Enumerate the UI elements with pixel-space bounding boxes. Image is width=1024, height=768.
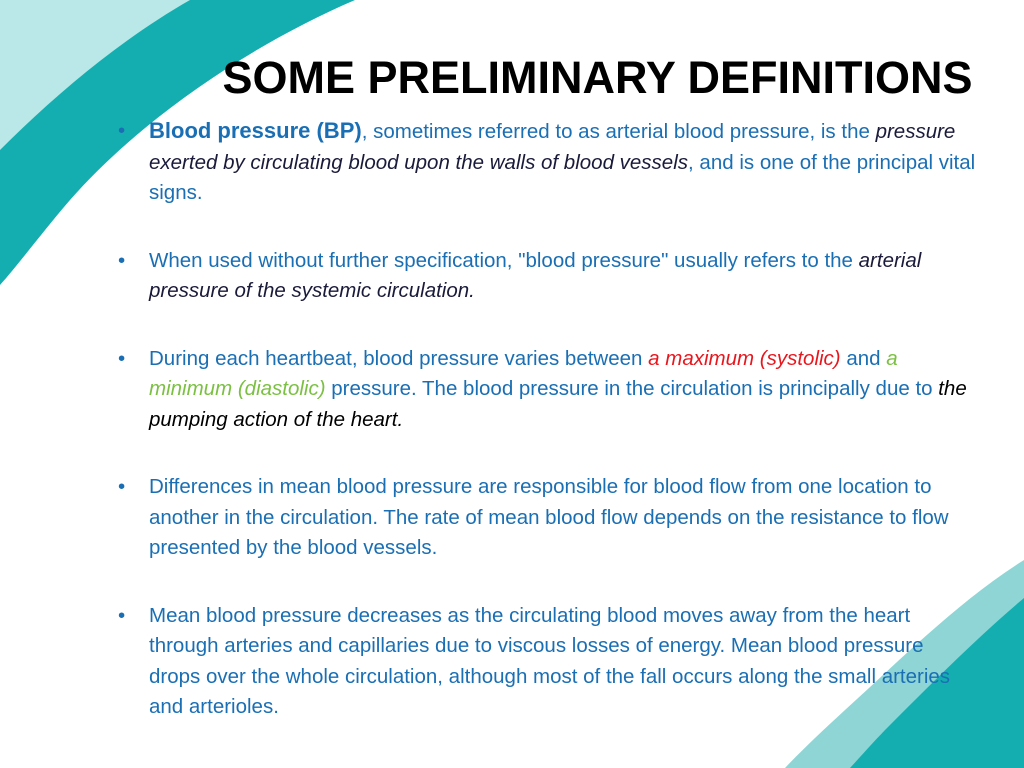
bullet-text: Mean blood pressure decreases as the circulating blood moves away from the heart through arteries and capillaries due to viscous losses of energy. Mean blood pressure drops over the whole circulation, although most of the fall occurs along the small arteries and arterioles. bbox=[149, 603, 951, 718]
emphasis-text: the pumping action of the heart. bbox=[149, 377, 967, 431]
emphasis-maximum-systolic: a maximum (systolic) bbox=[648, 346, 841, 370]
bullet-text-part: During each heartbeat, blood pressure varies between bbox=[149, 346, 649, 370]
emphasis-text: arterial pressure of the systemic circulation. bbox=[149, 248, 922, 302]
slide-body bbox=[118, 116, 978, 723]
bullet-text-part: , and is one of the principal vital signs. bbox=[149, 150, 976, 204]
bullet-arterial-pressure bbox=[118, 246, 978, 307]
term-blood-pressure: Blood pressure (BP) bbox=[149, 118, 362, 143]
emphasis-text: pressure exerted by circulating blood upon the walls of blood vessels bbox=[149, 120, 956, 174]
bullet-blood-pressure-definition bbox=[118, 116, 978, 209]
bullet-icon: • bbox=[118, 603, 126, 627]
bullet-text-part: pressure. The blood pressure in the circulation is principally due to bbox=[325, 377, 939, 400]
bullet-icon: • bbox=[118, 248, 126, 272]
bullet-text-part: and bbox=[840, 346, 887, 370]
bullet-text-part: , sometimes referred to as arterial blood pressure, is the bbox=[361, 120, 876, 143]
slide-title: SOME PRELIMINARY DEFINITIONS bbox=[222, 52, 973, 103]
bullet-text-part: When used without further specification, "blood pressure" usually refers to the bbox=[149, 248, 859, 272]
bullet-icon: • bbox=[118, 475, 126, 498]
bullet-text: Differences in mean blood pressure are responsible for blood flow from one location to another in the circulation. The rate of mean blood flow depends on the resistance to flow presented by the blood vessels. bbox=[149, 475, 949, 559]
bullet-text bbox=[149, 116, 978, 209]
bullet-text bbox=[149, 344, 978, 436]
bullet-mean-pressure-decrease bbox=[118, 601, 978, 723]
emphasis-minimum-diastolic: a minimum (diastolic) bbox=[149, 346, 898, 400]
bullet-text bbox=[149, 246, 978, 307]
bullet-icon: • bbox=[118, 346, 126, 370]
bullet-blood-flow bbox=[118, 472, 978, 564]
bullet-systolic-diastolic bbox=[118, 344, 978, 436]
bullet-icon: • bbox=[118, 119, 126, 142]
